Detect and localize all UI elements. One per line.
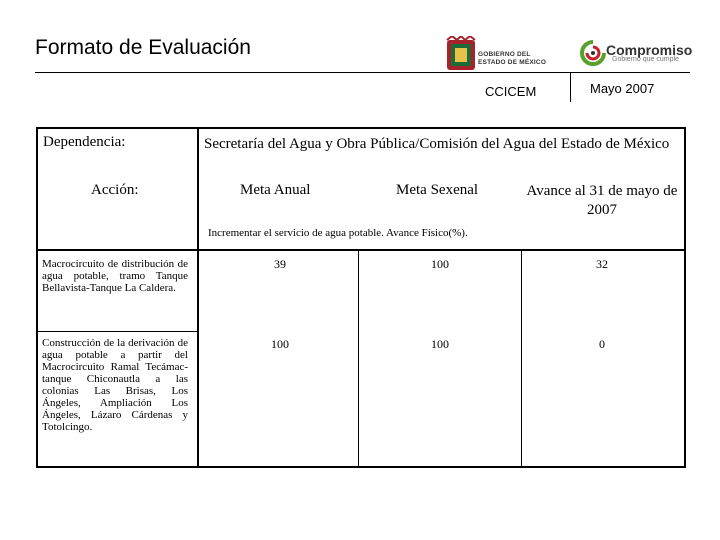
logo-divider-line bbox=[442, 72, 690, 73]
office-label: CCICEM bbox=[485, 84, 537, 99]
meta-anual-divider bbox=[358, 249, 359, 468]
table-left-border bbox=[36, 127, 38, 468]
row-1-meta-anual-value: 39 bbox=[274, 257, 286, 271]
rows-top-border bbox=[36, 249, 686, 251]
row-1-avance: 32 bbox=[596, 257, 608, 271]
avance-header: Avance al 31 de mayo de 2007 bbox=[526, 183, 678, 218]
dependencia-value: Secretaría del Agua y Obra Pública/Comisión del Agua del Estado de México bbox=[204, 136, 670, 152]
compromiso-swirl-icon bbox=[580, 40, 606, 66]
office-date-separator bbox=[570, 72, 571, 102]
accion-label: Acción: bbox=[91, 182, 139, 198]
row-2-accion: Construcción de la derivación de agua potable a partir del Macrocircuito Ramal Tecámac-tanque Chiconautla a las colonias Las Brisas, Los Ángeles, Ampliación Los Ángeles, Lázaro Cárdenas y Totolcingo. bbox=[42, 337, 188, 433]
compromiso-name: Compromiso bbox=[606, 42, 693, 58]
accion-column-divider bbox=[197, 127, 199, 468]
indicator-subheader: Incrementar el servicio de agua potable. Avance Físico(%). bbox=[208, 227, 468, 239]
row-divider bbox=[36, 331, 198, 332]
table-top-border bbox=[36, 127, 686, 129]
meta-sexenal-header: Meta Sexenal bbox=[396, 182, 479, 198]
title-underline bbox=[35, 72, 442, 73]
page-title: Formato de Evaluación bbox=[35, 36, 251, 59]
report-date: Mayo 2007 bbox=[590, 81, 655, 96]
row-1-meta-sexenal: 100 bbox=[431, 257, 449, 271]
row-1-accion: Macrocircuito de distribución de agua potable, tramo Tanque Bellavista-Tanque La Caldera. bbox=[42, 258, 188, 294]
table-right-border bbox=[684, 127, 686, 468]
meta-sexenal-divider bbox=[521, 249, 522, 468]
row-2-meta-sexenal: 100 bbox=[431, 337, 449, 351]
row-2-meta-anual: 100 bbox=[271, 337, 289, 351]
meta-anual-header: Meta Anual bbox=[240, 182, 311, 198]
gov-logo-text: GOBIERNO DEL ESTADO DE MÉXICO bbox=[478, 51, 547, 66]
dependencia-label: Dependencia: bbox=[43, 134, 126, 150]
row-2-avance: 0 bbox=[599, 337, 605, 351]
table-bottom-border bbox=[36, 466, 686, 468]
coat-of-arms-icon bbox=[444, 36, 478, 72]
compromiso-tagline: Gobierno que cumple bbox=[612, 56, 679, 63]
